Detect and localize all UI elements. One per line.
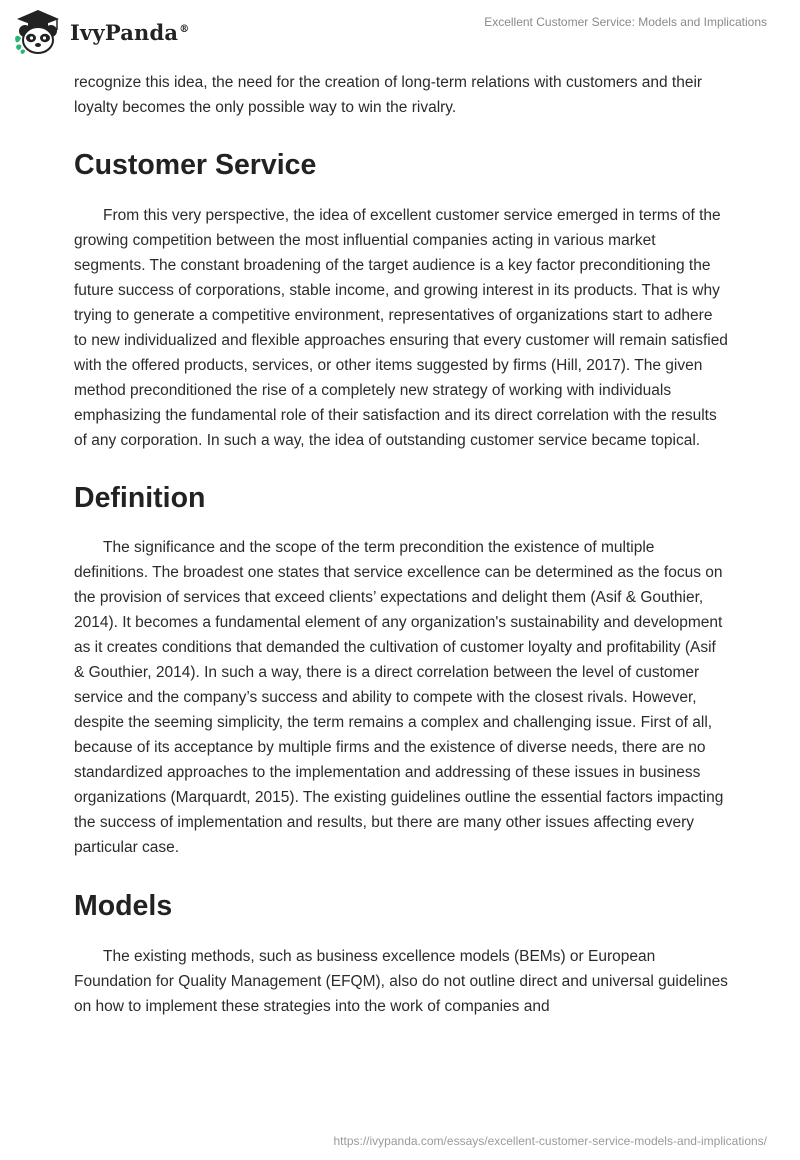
article-body (74, 70, 729, 1019)
section-heading-definition: Definition (74, 482, 206, 514)
registered-mark: ® (179, 23, 190, 35)
brand-name: IvyPanda® (70, 19, 190, 45)
section-paragraph-models: The existing methods, such as business excellence models (BEMs) or European Foundation for Quality Management (EFQM), also do not outline direct and universal guidelines on how to implement these strategies into the work of companies and (74, 948, 728, 1015)
section-paragraph-definition: The significance and the scope of the term precondition the existence of multiple definitions. The broadest one states that service excellence can be determined as the focus on the provision of services that exceed clients’ expectations and delight them (Asif & Gouthier, 2014). It becomes a fundamental element of any organization's sustainability and development as it creates conditions that demanded the cultivation of customer loyalty and profitability (Asif & Gouthier, 2014). In such a way, there is a direct correlation between the level of customer service and the company’s success and ability to compete with the closest rivals. However, despite the seeming simplicity, the term remains a complex and challenging issue. First of all, because of its acceptance by multiple firms and the existence of diverse needs, there are no standardized approaches to the implementation and addressing of these issues in business organizations (Marquardt, 2015). The existing guidelines outline the essential factors impacting the success of implementation and results, but there are many other issues affecting every particular case. (74, 539, 724, 856)
intro-paragraph: recognize this idea, the need for the creation of long-term relations with customers and their loyalty becomes the only possible way to win the rivalry. (74, 74, 703, 116)
footer-source-url[interactable]: https://ivypanda.com/essays/excellent-customer-service-models-and-implications/ (333, 1134, 767, 1148)
section-heading-customer-service: Customer Service (74, 149, 317, 181)
page-header (0, 0, 800, 64)
section-paragraph-customer-service: From this very perspective, the idea of excellent customer service emerged in terms of the growing competition between the most influential companies acting in various market segments. The constant broadening of the target audience is a key factor preconditioning the future success of corporations, stable income, and growing interest in its products. That is why trying to generate a competitive environment, representatives of organizations start to adhere to new individualized and flexible approaches ensuring that every customer will remain satisfied with the offered products, services, or other items suggested by firms (Hill, 2017). The given method preconditioned the rise of a completely new strategy of working with individuals emphasizing the fundamental role of their satisfaction and its direct correlation with the results of any corporation. In such a way, the idea of outstanding customer service became topical. (74, 207, 728, 449)
document-title: Excellent Customer Service: Models and Implications (484, 15, 767, 29)
ivypanda-logo[interactable] (12, 8, 189, 56)
section-heading-models: Models (74, 890, 173, 922)
panda-mascot-icon (12, 8, 64, 56)
